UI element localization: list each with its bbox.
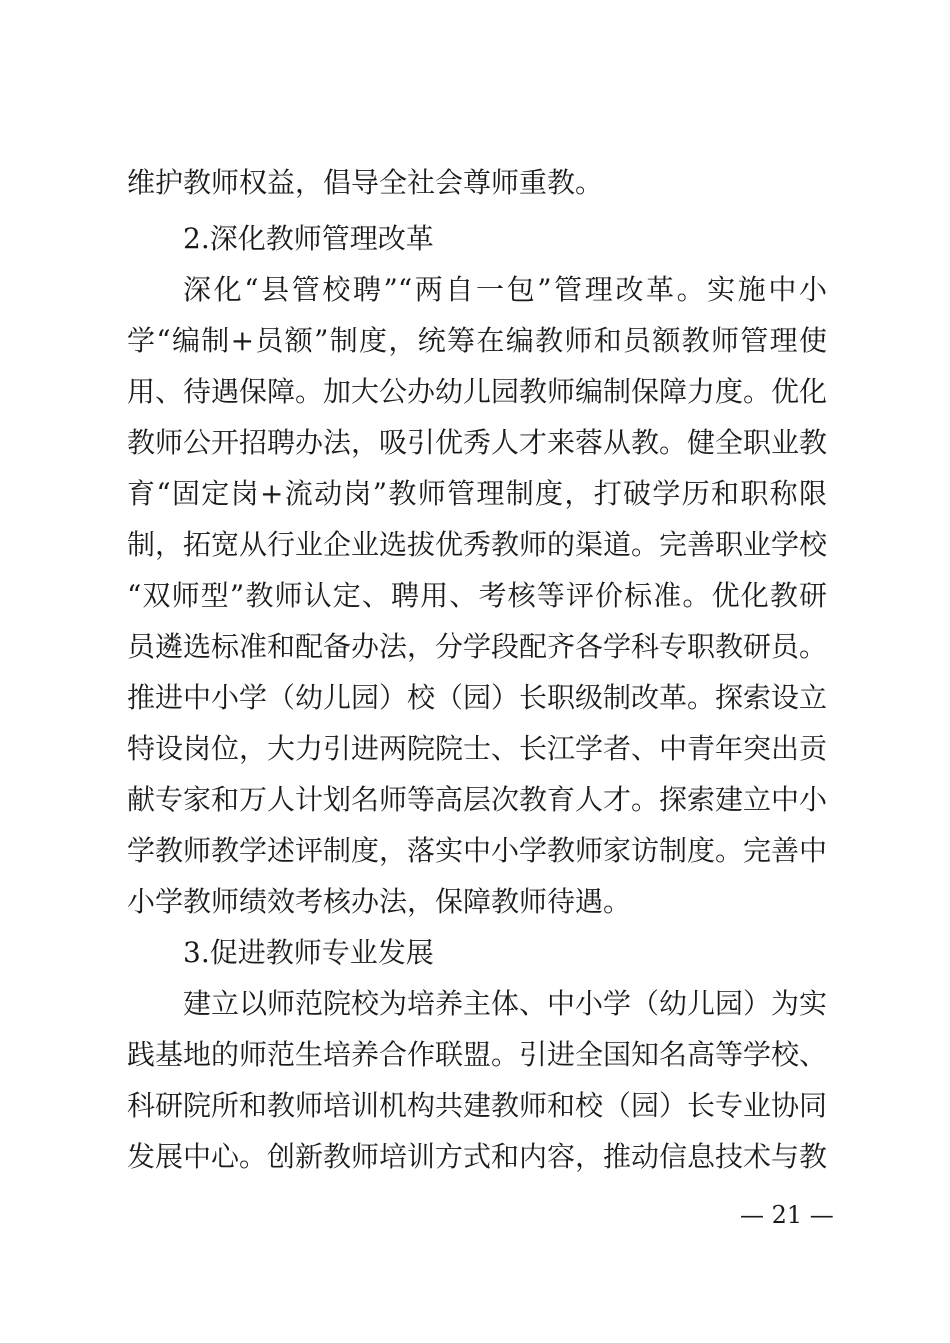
text-line: 科研院所和教师培训机构共建教师和校（园）长专业协同 — [127, 1089, 827, 1122]
text-line: 特设岗位，大力引进两院院士、长江学者、中青年突出贡 — [127, 732, 827, 765]
section-heading: 3.促进教师专业发展 — [183, 936, 434, 969]
text-line: 建立以师范院校为培养主体、中小学（幼儿园）为实 — [183, 987, 827, 1020]
text-line: 制，拓宽从行业企业选拔优秀教师的渠道。完善职业学校 — [127, 528, 827, 561]
text-line: 推进中小学（幼儿园）校（园）长职级制改革。探索设立 — [127, 681, 827, 714]
section-heading: 2.深化教师管理改革 — [183, 222, 434, 255]
text-line: 用、待遇保障。加大公办幼儿园教师编制保障力度。优化 — [127, 375, 827, 408]
text-line: “双师型”教师认定、聘用、考核等评价标准。优化教研 — [127, 579, 827, 612]
text-line: 献专家和万人计划名师等高层次教育人才。探索建立中小 — [127, 783, 827, 816]
text-line: 深化“县管校聘”“两自一包”管理改革。实施中小 — [183, 273, 827, 306]
text-line: 践基地的师范生培养合作联盟。引进全国知名高等学校、 — [127, 1038, 827, 1071]
text-line: 发展中心。创新教师培训方式和内容，推动信息技术与教 — [127, 1140, 827, 1173]
text-line: 学“编制+员额”制度，统筹在编教师和员额教师管理使 — [127, 324, 827, 357]
text-line: 育“固定岗+流动岗”教师管理制度，打破学历和职称限 — [127, 477, 827, 510]
text-line: 员遴选标准和配备办法，分学段配齐各学科专职教研员。 — [127, 630, 827, 663]
text-line: 小学教师绩效考核办法，保障教师待遇。 — [127, 885, 632, 918]
page-number: — 21 — — [740, 1201, 834, 1229]
text-line: 学教师教学述评制度，落实中小学教师家访制度。完善中 — [127, 834, 827, 867]
text-line: 教师公开招聘办法，吸引优秀人才来蓉从教。健全职业教 — [127, 426, 827, 459]
text-line: 维护教师权益，倡导全社会尊师重教。 — [127, 166, 604, 199]
